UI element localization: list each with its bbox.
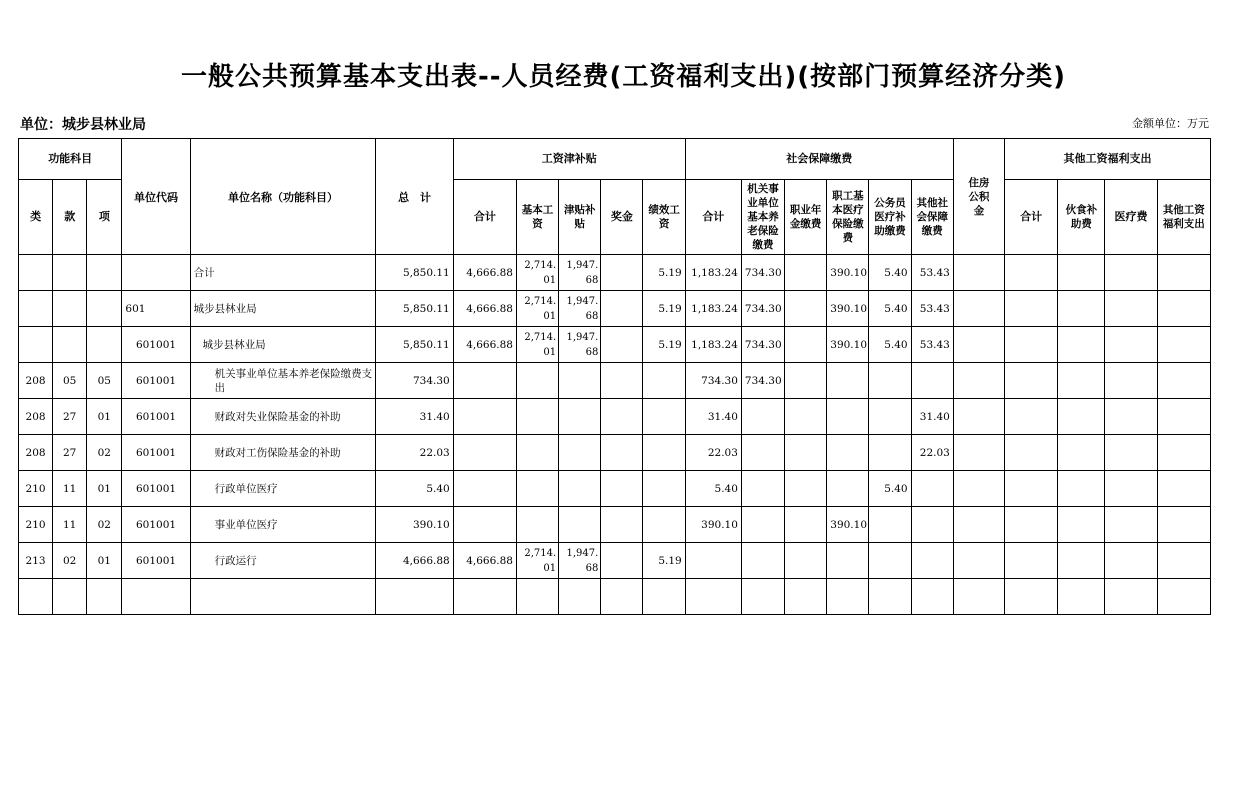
cell-unit-code: 601001 xyxy=(122,435,190,471)
cell-xiang: 01 xyxy=(87,543,122,579)
cell-pension xyxy=(741,435,784,471)
header-meal: 伙食补助费 xyxy=(1058,180,1105,255)
cell-unit-code xyxy=(122,255,190,291)
cell-xiang: 05 xyxy=(87,363,122,399)
cell-kuan: 05 xyxy=(53,363,87,399)
cell-civil-medical: 5.40 xyxy=(869,471,911,507)
header-other-social: 其他社会保障缴费 xyxy=(911,180,953,255)
cell-lei xyxy=(19,255,53,291)
cell-annuity xyxy=(785,327,827,363)
cell-pension: 734.30 xyxy=(741,255,784,291)
header-housing-label: 住房公积金 xyxy=(968,176,990,217)
cell-civil-medical: 5.40 xyxy=(869,327,911,363)
cell-other-sum xyxy=(1005,399,1058,435)
cell-other-sum xyxy=(1005,579,1058,615)
cell-social-sum: 1,183.24 xyxy=(685,255,741,291)
cell-allowance xyxy=(559,363,601,399)
header-performance: 绩效工资 xyxy=(643,180,685,255)
cell-allowance xyxy=(559,435,601,471)
cell-civil-medical xyxy=(869,435,911,471)
cell-other-social: 53.43 xyxy=(911,327,953,363)
cell-performance: 5.19 xyxy=(643,255,685,291)
cell-med-fee xyxy=(1105,435,1157,471)
cell-value-line1: 1,947. xyxy=(566,295,599,307)
cell-xiang xyxy=(87,255,122,291)
cell-value-line1: 2,714. xyxy=(524,547,557,559)
cell-wage-sum xyxy=(453,363,516,399)
cell-bonus xyxy=(601,291,643,327)
cell-value-line1: 1,947. xyxy=(566,547,599,559)
cell-kuan xyxy=(53,327,87,363)
cell-value-line1: 1,947. xyxy=(566,331,599,343)
cell-basic-wage xyxy=(516,471,558,507)
cell-meal xyxy=(1058,471,1105,507)
cell-pension xyxy=(741,579,784,615)
cell-medical: 390.10 xyxy=(827,255,869,291)
cell-bonus xyxy=(601,579,643,615)
cell-allowance xyxy=(559,471,601,507)
cell-medical xyxy=(827,579,869,615)
cell-kuan: 11 xyxy=(53,471,87,507)
cell-meal xyxy=(1058,327,1105,363)
cell-medical: 390.10 xyxy=(827,327,869,363)
cell-other-social xyxy=(911,363,953,399)
cell-performance: 5.19 xyxy=(643,291,685,327)
cell-unit-code: 601001 xyxy=(122,543,190,579)
cell-basic-wage xyxy=(516,543,558,579)
cell-value-line2: 68 xyxy=(585,274,599,286)
cell-housing xyxy=(953,291,1004,327)
header-xiang: 项 xyxy=(87,180,122,255)
cell-bonus xyxy=(601,255,643,291)
cell-lei: 208 xyxy=(19,435,53,471)
cell-allowance xyxy=(559,399,601,435)
amount-unit-label: 金额单位：万元 xyxy=(1132,117,1209,130)
header-total: 总 计 xyxy=(376,139,453,255)
header-basic-wage: 基本工资 xyxy=(516,180,558,255)
cell-unit-name: 城步县林业局 xyxy=(190,291,376,327)
cell-basic-wage xyxy=(516,435,558,471)
table-row xyxy=(19,255,1211,291)
header-unit-code: 单位代码 xyxy=(122,139,190,255)
cell-unit-name: 行政运行 xyxy=(190,543,376,579)
header-allowance: 津贴补贴 xyxy=(559,180,601,255)
cell-annuity xyxy=(785,507,827,543)
cell-basic-wage xyxy=(516,255,558,291)
cell-unit-code: 601001 xyxy=(122,399,190,435)
cell-performance xyxy=(643,579,685,615)
cell-basic-wage xyxy=(516,507,558,543)
header-housing xyxy=(953,139,1004,255)
cell-wage-sum xyxy=(453,507,516,543)
header-med-fee: 医疗费 xyxy=(1105,180,1157,255)
cell-social-sum: 1,183.24 xyxy=(685,291,741,327)
cell-medical: 390.10 xyxy=(827,291,869,327)
cell-meal xyxy=(1058,507,1105,543)
cell-value-line1: 2,714. xyxy=(524,331,557,343)
cell-med-fee xyxy=(1105,327,1157,363)
cell-medical xyxy=(827,543,869,579)
cell-wage-sum xyxy=(453,435,516,471)
cell-total: 31.40 xyxy=(376,399,453,435)
cell-unit-name: 合计 xyxy=(190,255,376,291)
cell-annuity xyxy=(785,255,827,291)
cell-allowance xyxy=(559,291,601,327)
header-wage-sum: 合计 xyxy=(453,180,516,255)
cell-basic-wage xyxy=(516,579,558,615)
cell-unit-code: 601 xyxy=(122,291,190,327)
cell-housing xyxy=(953,543,1004,579)
cell-housing xyxy=(953,471,1004,507)
cell-other-wage xyxy=(1157,507,1210,543)
cell-other-sum xyxy=(1005,471,1058,507)
cell-other-sum xyxy=(1005,435,1058,471)
table-row xyxy=(19,399,1211,435)
cell-lei xyxy=(19,327,53,363)
cell-annuity xyxy=(785,399,827,435)
cell-meal xyxy=(1058,435,1105,471)
cell-housing xyxy=(953,399,1004,435)
cell-med-fee xyxy=(1105,363,1157,399)
cell-meal xyxy=(1058,363,1105,399)
cell-value-line2: 68 xyxy=(585,346,599,358)
cell-other-wage xyxy=(1157,399,1210,435)
header-other-wage: 其他工资福利支出 xyxy=(1157,180,1210,255)
cell-med-fee xyxy=(1105,579,1157,615)
cell-housing xyxy=(953,363,1004,399)
cell-value-line1: 2,714. xyxy=(524,259,557,271)
cell-lei xyxy=(19,291,53,327)
cell-social-sum: 734.30 xyxy=(685,363,741,399)
table-row xyxy=(19,543,1211,579)
cell-total: 4,666.88 xyxy=(376,543,453,579)
unit-label: 单位：城步县林业局 xyxy=(20,117,146,133)
cell-medical xyxy=(827,471,869,507)
header-annuity: 职业年金缴费 xyxy=(785,180,827,255)
cell-performance xyxy=(643,399,685,435)
cell-medical xyxy=(827,435,869,471)
cell-housing xyxy=(953,327,1004,363)
header-other-sum: 合计 xyxy=(1005,180,1058,255)
cell-xiang xyxy=(87,579,122,615)
cell-medical xyxy=(827,399,869,435)
cell-other-sum xyxy=(1005,543,1058,579)
cell-other-wage xyxy=(1157,543,1210,579)
cell-social-sum xyxy=(685,579,741,615)
cell-xiang xyxy=(87,327,122,363)
cell-housing xyxy=(953,255,1004,291)
cell-wage-sum xyxy=(453,471,516,507)
cell-other-wage xyxy=(1157,291,1210,327)
cell-wage-sum: 4,666.88 xyxy=(453,543,516,579)
cell-meal xyxy=(1058,255,1105,291)
cell-total xyxy=(376,579,453,615)
cell-civil-medical xyxy=(869,399,911,435)
cell-total: 390.10 xyxy=(376,507,453,543)
cell-annuity xyxy=(785,291,827,327)
table-row xyxy=(19,435,1211,471)
cell-unit-name xyxy=(190,579,376,615)
cell-social-sum: 22.03 xyxy=(685,435,741,471)
cell-total: 5.40 xyxy=(376,471,453,507)
cell-other-social xyxy=(911,471,953,507)
cell-value-line2: 01 xyxy=(543,274,557,286)
cell-kuan: 27 xyxy=(53,399,87,435)
cell-other-wage xyxy=(1157,363,1210,399)
cell-wage-sum: 4,666.88 xyxy=(453,327,516,363)
cell-bonus xyxy=(601,507,643,543)
cell-xiang: 02 xyxy=(87,507,122,543)
cell-pension: 734.30 xyxy=(741,363,784,399)
cell-lei: 210 xyxy=(19,507,53,543)
cell-pension xyxy=(741,471,784,507)
cell-unit-name: 财政对工伤保险基金的补助 xyxy=(190,435,376,471)
cell-lei: 208 xyxy=(19,399,53,435)
cell-unit-code: 601001 xyxy=(122,507,190,543)
cell-value-line2: 68 xyxy=(585,310,599,322)
table-row xyxy=(19,327,1211,363)
cell-lei: 208 xyxy=(19,363,53,399)
cell-total: 734.30 xyxy=(376,363,453,399)
cell-meal xyxy=(1058,543,1105,579)
header-social-sum: 合计 xyxy=(685,180,741,255)
table-row xyxy=(19,291,1211,327)
cell-civil-medical xyxy=(869,579,911,615)
cell-unit-name: 财政对失业保险基金的补助 xyxy=(190,399,376,435)
cell-kuan xyxy=(53,579,87,615)
cell-unit-name: 事业单位医疗 xyxy=(190,507,376,543)
cell-total: 22.03 xyxy=(376,435,453,471)
cell-housing xyxy=(953,435,1004,471)
cell-wage-sum: 4,666.88 xyxy=(453,291,516,327)
cell-wage-sum: 4,666.88 xyxy=(453,255,516,291)
cell-bonus xyxy=(601,399,643,435)
cell-other-social xyxy=(911,507,953,543)
cell-total: 5,850.11 xyxy=(376,291,453,327)
cell-allowance xyxy=(559,507,601,543)
cell-other-social: 53.43 xyxy=(911,291,953,327)
cell-value-line2: 68 xyxy=(585,562,599,574)
cell-other-wage xyxy=(1157,435,1210,471)
cell-other-sum xyxy=(1005,255,1058,291)
cell-xiang: 02 xyxy=(87,435,122,471)
cell-performance xyxy=(643,363,685,399)
cell-allowance xyxy=(559,543,601,579)
header-kuan: 款 xyxy=(53,180,87,255)
cell-social-sum: 1,183.24 xyxy=(685,327,741,363)
cell-med-fee xyxy=(1105,291,1157,327)
cell-med-fee xyxy=(1105,471,1157,507)
cell-performance xyxy=(643,435,685,471)
cell-unit-code: 601001 xyxy=(122,471,190,507)
cell-kuan: 02 xyxy=(53,543,87,579)
cell-annuity xyxy=(785,471,827,507)
cell-lei: 210 xyxy=(19,471,53,507)
cell-performance: 5.19 xyxy=(643,327,685,363)
cell-value-line2: 01 xyxy=(543,562,557,574)
cell-med-fee xyxy=(1105,399,1157,435)
cell-pension: 734.30 xyxy=(741,291,784,327)
cell-basic-wage xyxy=(516,363,558,399)
cell-bonus xyxy=(601,471,643,507)
cell-performance: 5.19 xyxy=(643,543,685,579)
cell-allowance xyxy=(559,327,601,363)
cell-social-sum: 5.40 xyxy=(685,471,741,507)
cell-housing xyxy=(953,579,1004,615)
cell-basic-wage xyxy=(516,399,558,435)
cell-other-sum xyxy=(1005,363,1058,399)
cell-unit-name: 行政单位医疗 xyxy=(190,471,376,507)
header-civil-medical: 公务员医疗补助缴费 xyxy=(869,180,911,255)
header-wage-group: 工资津补贴 xyxy=(453,139,685,180)
cell-annuity xyxy=(785,363,827,399)
cell-med-fee xyxy=(1105,543,1157,579)
cell-performance xyxy=(643,471,685,507)
cell-other-social: 31.40 xyxy=(911,399,953,435)
cell-civil-medical xyxy=(869,543,911,579)
cell-meal xyxy=(1058,399,1105,435)
cell-medical: 390.10 xyxy=(827,507,869,543)
page-title: 一般公共预算基本支出表--人员经费(工资福利支出)(按部门预算经济分类) xyxy=(180,62,1067,92)
cell-bonus xyxy=(601,543,643,579)
cell-bonus xyxy=(601,363,643,399)
cell-medical xyxy=(827,363,869,399)
cell-annuity xyxy=(785,579,827,615)
header-other-group: 其他工资福利支出 xyxy=(1005,139,1211,180)
cell-kuan: 27 xyxy=(53,435,87,471)
cell-other-wage xyxy=(1157,327,1210,363)
cell-social-sum: 31.40 xyxy=(685,399,741,435)
cell-unit-code xyxy=(122,579,190,615)
cell-other-sum xyxy=(1005,507,1058,543)
cell-basic-wage xyxy=(516,291,558,327)
cell-wage-sum xyxy=(453,579,516,615)
table-row xyxy=(19,579,1211,615)
cell-meal xyxy=(1058,579,1105,615)
cell-xiang xyxy=(87,291,122,327)
cell-value-line2: 01 xyxy=(543,310,557,322)
cell-other-sum xyxy=(1005,291,1058,327)
cell-civil-medical xyxy=(869,363,911,399)
cell-value-line1: 2,714. xyxy=(524,295,557,307)
cell-med-fee xyxy=(1105,255,1157,291)
cell-other-social xyxy=(911,543,953,579)
budget-table xyxy=(18,138,1211,615)
cell-annuity xyxy=(785,435,827,471)
cell-unit-code: 601001 xyxy=(122,327,190,363)
cell-xiang: 01 xyxy=(87,399,122,435)
table-row xyxy=(19,507,1211,543)
cell-kuan xyxy=(53,255,87,291)
cell-pension xyxy=(741,507,784,543)
cell-other-wage xyxy=(1157,255,1210,291)
cell-civil-medical: 5.40 xyxy=(869,255,911,291)
header-lei: 类 xyxy=(19,180,53,255)
header-bonus: 奖金 xyxy=(601,180,643,255)
cell-allowance xyxy=(559,579,601,615)
cell-xiang: 01 xyxy=(87,471,122,507)
header-social-group: 社会保障缴费 xyxy=(685,139,953,180)
cell-lei: 213 xyxy=(19,543,53,579)
cell-lei xyxy=(19,579,53,615)
cell-housing xyxy=(953,507,1004,543)
header-pension: 机关事业单位基本养老保险缴费 xyxy=(741,180,784,255)
cell-social-sum xyxy=(685,543,741,579)
cell-allowance xyxy=(559,255,601,291)
cell-other-sum xyxy=(1005,327,1058,363)
cell-bonus xyxy=(601,435,643,471)
cell-unit-name: 机关事业单位基本养老保险缴费支出 xyxy=(190,363,376,399)
cell-civil-medical: 5.40 xyxy=(869,291,911,327)
cell-total: 5,850.11 xyxy=(376,327,453,363)
cell-other-social xyxy=(911,579,953,615)
cell-bonus xyxy=(601,327,643,363)
cell-kuan xyxy=(53,291,87,327)
cell-civil-medical xyxy=(869,507,911,543)
cell-kuan: 11 xyxy=(53,507,87,543)
cell-med-fee xyxy=(1105,507,1157,543)
cell-pension xyxy=(741,399,784,435)
cell-unit-name: 城步县林业局 xyxy=(190,327,376,363)
cell-other-wage xyxy=(1157,579,1210,615)
table-row xyxy=(19,471,1211,507)
cell-performance xyxy=(643,507,685,543)
header-func-subject: 功能科目 xyxy=(19,139,122,180)
cell-total: 5,850.11 xyxy=(376,255,453,291)
cell-meal xyxy=(1058,291,1105,327)
cell-other-social: 22.03 xyxy=(911,435,953,471)
cell-unit-code: 601001 xyxy=(122,363,190,399)
cell-pension: 734.30 xyxy=(741,327,784,363)
header-medical: 职工基本医疗保险缴费 xyxy=(827,180,869,255)
cell-other-social: 53.43 xyxy=(911,255,953,291)
header-unit-name: 单位名称（功能科目） xyxy=(190,139,376,255)
cell-other-wage xyxy=(1157,471,1210,507)
cell-social-sum: 390.10 xyxy=(685,507,741,543)
table-row xyxy=(19,363,1211,399)
cell-value-line2: 01 xyxy=(543,346,557,358)
cell-wage-sum xyxy=(453,399,516,435)
cell-value-line1: 1,947. xyxy=(566,259,599,271)
cell-pension xyxy=(741,543,784,579)
cell-annuity xyxy=(785,543,827,579)
cell-basic-wage xyxy=(516,327,558,363)
